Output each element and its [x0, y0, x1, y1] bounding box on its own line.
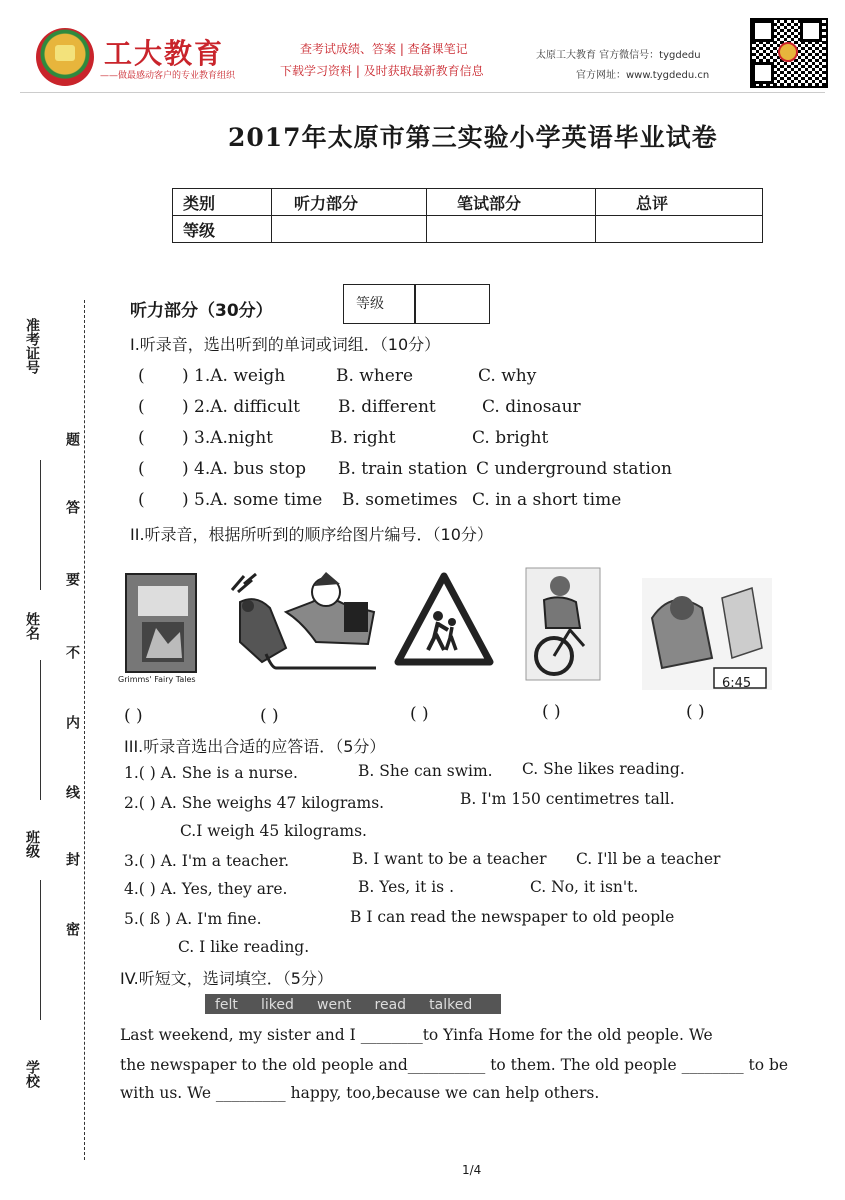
part3-item3-b: B. I want to be a teacher — [352, 850, 547, 868]
part1-item1-paren: ( — [138, 366, 145, 386]
side-fill-line — [40, 660, 41, 800]
seal-warning-char: 密 — [64, 922, 80, 936]
passage-line1: Last weekend, my sister and I ________to Yinfa Home for the old people. We — [120, 1026, 713, 1044]
part1-item3-a: ) 3.A.night — [182, 428, 273, 448]
seal-warning-char: 线 — [64, 785, 80, 799]
qr-corner — [752, 62, 774, 84]
listening-grade-label: 等级 — [356, 296, 384, 312]
qr-logo-icon — [778, 42, 798, 62]
part3-item2-c: C.I weigh 45 kilograms. — [180, 822, 367, 840]
grade-cell: 听力部分 — [272, 189, 427, 216]
grade-cell: 总评 — [596, 189, 763, 216]
passage-line3: with us. We _________ happy, too,because we can help others. — [120, 1084, 600, 1102]
part1-item1-c: C. why — [478, 366, 537, 386]
part3-item1-c: C. She likes reading. — [522, 760, 685, 778]
seal-warning-char: 内 — [64, 715, 80, 729]
grade-cell: 类别 — [173, 189, 272, 216]
grade-cell — [427, 216, 596, 243]
word-bank — [205, 994, 501, 1014]
part3-item3-a: 3.( ) A. I'm a teacher. — [124, 852, 290, 870]
grade-cell: 等级 — [173, 216, 272, 243]
part1-item2-paren: ( — [138, 397, 145, 417]
santa-sleigh-icon — [226, 572, 380, 676]
part1-item4-b: B. train station — [338, 459, 468, 479]
boy-riding-bike-icon — [524, 566, 602, 684]
part3-item5-c: C. I like reading. — [178, 938, 310, 956]
page-number: 1/4 — [462, 1163, 482, 1177]
word-bank-word: talked — [429, 997, 473, 1013]
part4-heading: IV.听短文，选词填空．（5分） — [120, 969, 333, 988]
part3-item1-b: B. She can swim. — [358, 762, 493, 780]
part1-item4-a: ) 4.A. bus stop — [182, 459, 306, 479]
word-bank-word: felt — [215, 997, 238, 1013]
part3-item4-c: C. No, it isn't. — [530, 878, 639, 896]
grade-cell — [596, 216, 763, 243]
part1-item4-paren: ( — [138, 459, 145, 479]
brand-slogan: ——做最感动客户的专业教育组织 — [100, 71, 236, 81]
book-caption: Grimms' Fairy Tales — [118, 675, 196, 684]
grade-cell: 笔试部分 — [427, 189, 596, 216]
header-links-line2: 下载学习资料 | 及时获取最新教育信息 — [280, 64, 484, 78]
part3-item2-a: 2.( ) A. She weighs 47 kilograms. — [124, 794, 385, 812]
grade-table-row — [173, 189, 763, 216]
part3-item4-b: B. Yes, it is . — [358, 878, 454, 896]
listening-heading: 听力部分（30分） — [130, 301, 273, 321]
grade-table-row — [173, 216, 763, 243]
boy-with-clock-icon — [642, 578, 772, 690]
book-icon — [124, 572, 204, 684]
passage-line2: the newspaper to the old people and__________ to them. The old people ________ to be — [120, 1056, 789, 1074]
part2-answer-blank[interactable]: ( ) — [686, 702, 705, 722]
part1-item3-paren: ( — [138, 428, 145, 448]
part1-item4-c: C underground station — [476, 459, 672, 479]
part1-item5-b: B. sometimes — [342, 490, 458, 510]
part2-answer-blank[interactable]: ( ) — [410, 704, 429, 724]
side-fill-line — [40, 880, 41, 1020]
part3-item4-a: 4.( ) A. Yes, they are. — [124, 880, 288, 898]
qr-corner — [752, 20, 774, 42]
word-bank-word: went — [317, 997, 352, 1013]
part1-item2-a: ) 2.A. difficult — [182, 397, 300, 417]
seal-warning-char: 要 — [64, 572, 80, 586]
seal-dashed-line — [84, 300, 85, 1160]
part1-heading: I.听录音，选出听到的单词或词组．（10分） — [130, 335, 441, 354]
children-crossing-sign-icon — [394, 572, 494, 668]
part1-item5-a: ) 5.A. some time — [182, 490, 323, 510]
grade-box-divider — [414, 285, 416, 323]
part1-item3-c: C. bright — [472, 428, 549, 448]
brand-name: 工大教育 — [104, 37, 225, 70]
grade-cell — [272, 216, 427, 243]
part2-heading: II.听录音，根据所听到的顺序给图片编号．（10分） — [130, 525, 493, 544]
word-bank-word: read — [374, 997, 407, 1013]
part1-item3-b: B. right — [330, 428, 396, 448]
header-wechat: 太原工大教育 官方微信号：tygdedu — [536, 50, 701, 61]
part3-item5-a: 5.( ß ) A. I'm fine. — [124, 910, 262, 928]
logo-book-icon — [55, 45, 75, 61]
part3-item3-c: C. I'll be a teacher — [576, 850, 721, 868]
side-label-class: 班级 — [24, 830, 40, 858]
part2-answer-blank[interactable]: ( ) — [542, 702, 561, 722]
part2-answer-blank[interactable]: ( ) — [124, 706, 143, 726]
clock-time-label: 6:45 — [722, 676, 752, 691]
side-fill-line — [40, 460, 41, 590]
page-title: 2017年太原市第三实验小学英语毕业试卷 — [228, 123, 718, 152]
header-links-line1: 查考试成绩、答案 | 查备课笔记 — [300, 42, 468, 56]
part1-item5-paren: ( — [138, 490, 145, 510]
seal-warning-char: 答 — [64, 500, 80, 514]
side-label-school: 学校 — [24, 1060, 40, 1088]
side-label-exam-number: 准考证号 — [24, 318, 40, 374]
part1-item1-a: ) 1.A. weigh — [182, 366, 286, 386]
part3-heading: III.听录音选出合适的应答语．（5分） — [124, 737, 386, 756]
seal-warning-char: 不 — [64, 645, 80, 659]
part1-item5-c: C. in a short time — [472, 490, 622, 510]
seal-warning-char: 题 — [64, 432, 80, 446]
qr-corner — [800, 20, 822, 42]
part1-item2-c: C. dinosaur — [482, 397, 581, 417]
part1-item2-b: B. different — [338, 397, 436, 417]
side-label-name: 姓名 — [24, 612, 40, 640]
word-bank-word: liked — [261, 997, 294, 1013]
part2-answer-blank[interactable]: ( ) — [260, 706, 279, 726]
part3-item2-b: B. I'm 150 centimetres tall. — [460, 790, 675, 808]
part1-item1-b: B. where — [336, 366, 414, 386]
grade-table — [172, 188, 763, 243]
part3-item5-b: B I can read the newspaper to old people — [350, 908, 675, 926]
header-divider — [20, 92, 825, 93]
seal-warning-char: 封 — [64, 852, 80, 866]
part3-item1-a: 1.( ) A. She is a nurse. — [124, 764, 298, 782]
header-website: 官方网址：www.tygdedu.cn — [576, 70, 710, 81]
listening-grade-box — [343, 284, 490, 324]
